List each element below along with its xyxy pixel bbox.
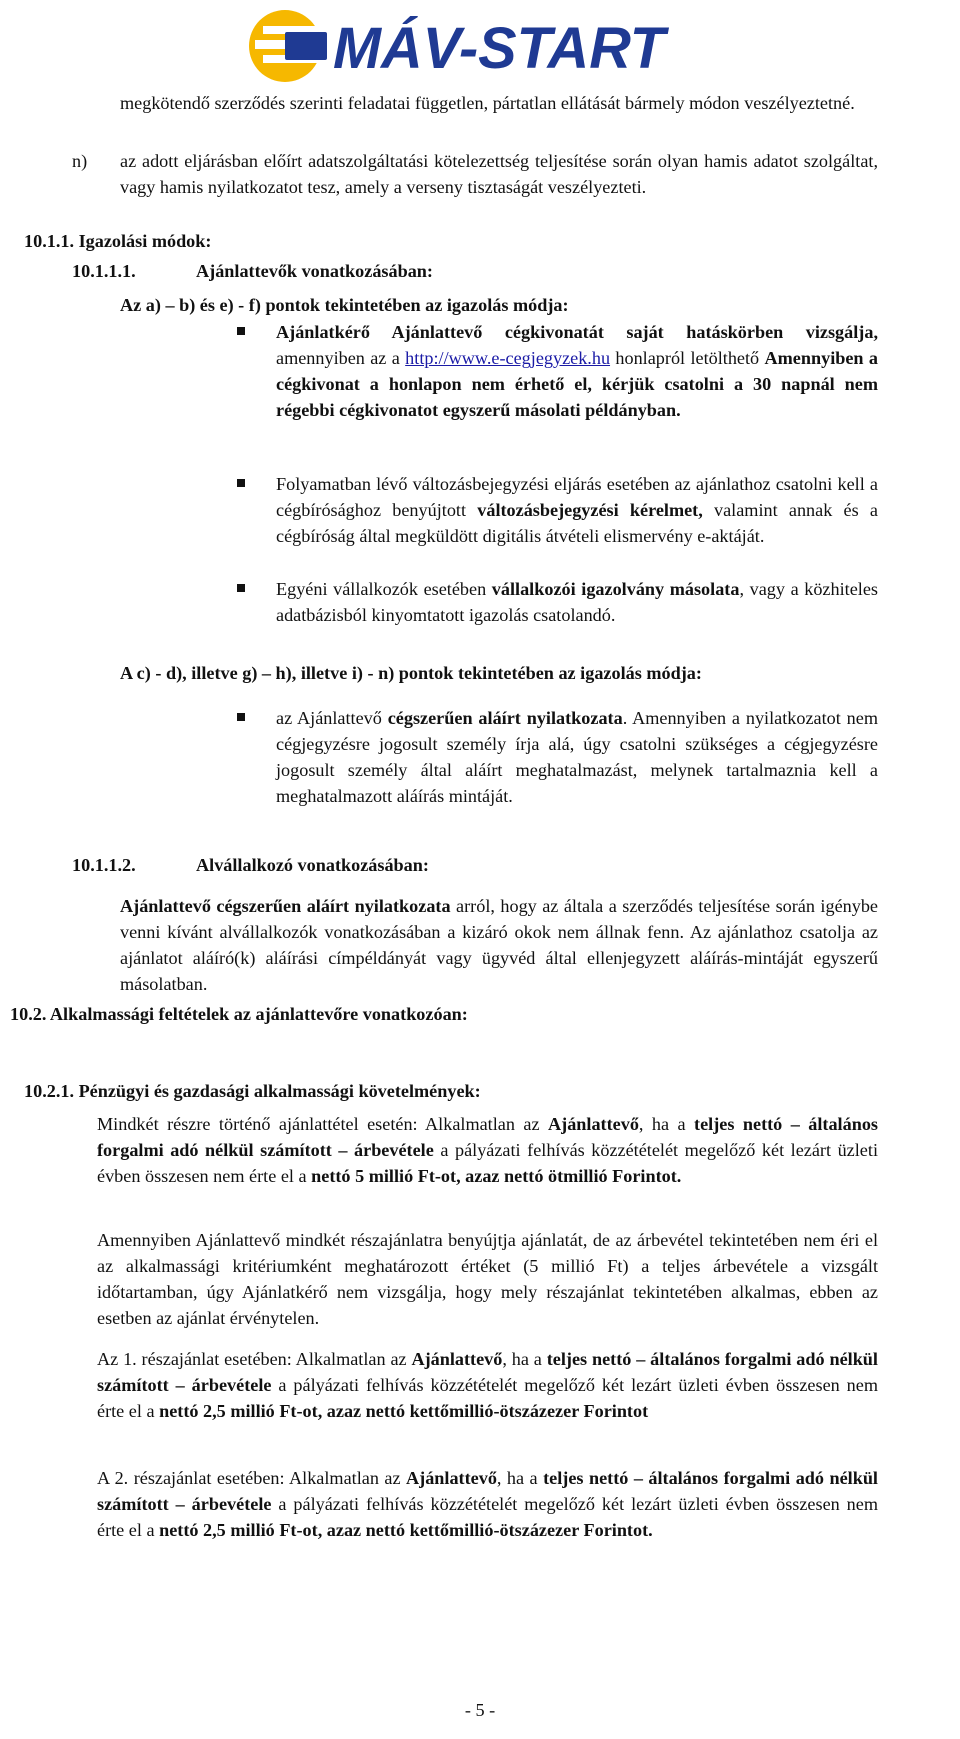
- section-10-2-heading: [10, 1001, 468, 1027]
- financial-paragraph-1: [97, 1111, 878, 1189]
- section-title: Igazolási módok:: [78, 231, 212, 251]
- p4-text-2: , ha a: [496, 1468, 544, 1488]
- financial-paragraph-4: [97, 1465, 878, 1543]
- p3-text-3: a pályázati felhívás közzétételét megelőző két lezárt üzleti évben összesen nem érte el a: [97, 1375, 878, 1421]
- bullet-item-4: [276, 705, 878, 809]
- bullet-item-2: [276, 471, 878, 549]
- p4-bold-3: nettó 2,5 millió Ft-ot, azaz nettó kettőmillió-ötszázezer Forintot.: [159, 1520, 653, 1540]
- p3-bold: Ajánlattevő: [411, 1349, 503, 1369]
- section-10-1-1-2-number: 10.1.1.2.: [72, 855, 136, 875]
- section-10-1-1-1-number: 10.1.1.1.: [72, 261, 136, 281]
- bullet1-bold-2: Amennyiben a cégkivonat a honlapon nem érhető el, kérjük csatolni a 30 napnál nem régebbi cégkivonatot egyszerű másolati példányban.: [276, 348, 878, 420]
- bullet3-bold: vállalkozói igazolvány másolata: [491, 579, 740, 599]
- bullet1-text-2: honlapról letölthető: [610, 348, 765, 368]
- bullet-item-3: [276, 576, 878, 628]
- bullet1-text: amennyiben az a: [276, 348, 406, 368]
- bullet2-bold: változásbejegyzési kérelmet,: [477, 500, 703, 520]
- section-10-1-1-1-title: Ajánlattevők vonatkozásában:: [196, 261, 433, 281]
- item-marker: n): [72, 151, 88, 171]
- section-10-1-1-heading: [24, 228, 211, 254]
- section-title: Pénzügyi és gazdasági alkalmassági követelmények:: [78, 1081, 481, 1101]
- p1-text-2: , ha a: [638, 1114, 695, 1134]
- p3-bold-3: nettó 2,5 millió Ft-ot, azaz nettó kettőmillió-ötszázezer Forintot: [159, 1401, 649, 1421]
- p4-text: A 2. részajánlat esetében: Alkalmatlan az: [97, 1468, 406, 1488]
- section-10-1-1-2-title: Alvállalkozó vonatkozásában:: [196, 855, 429, 875]
- p4-bold-2: teljes nettó – általános forgalmi adó nélkül számított – árbevétele: [97, 1468, 878, 1514]
- subcontractor-bold: Ajánlattevő cégszerűen aláírt nyilatkozata: [120, 896, 451, 916]
- logo-emblem-icon: [249, 10, 327, 82]
- logo-wordmark: MÁV-START: [333, 16, 670, 81]
- p3-bold-2: teljes nettó – általános forgalmi adó nélkül számított – árbevétele: [97, 1349, 878, 1395]
- cegjegyzek-link[interactable]: http://www.e-cegjegyzek.hu: [405, 348, 611, 368]
- bullet-icon: [237, 584, 245, 592]
- cdghin-heading: A c) - d), illetve g) – h), illetve i) - n) pontok tekintetében az igazolás módja:: [120, 663, 702, 683]
- bullet2-text: Folyamatban lévő változásbejegyzési eljárás esetében az ajánlathoz csatolni kell a cégbírósághoz benyújtott: [276, 474, 878, 520]
- paragraph-continuation: megkötendő szerződés szerinti feladatai független, pártatlan ellátását bármely módon veszélyeztetné.: [120, 93, 855, 113]
- bullet3-text: Egyéni vállalkozók esetében: [276, 579, 492, 599]
- section-number: 10.1.1.: [24, 231, 75, 251]
- bullet-icon: [237, 713, 245, 721]
- page-number: - 5 -: [464, 1700, 496, 1720]
- section-number: 10.2.1.: [24, 1081, 75, 1101]
- p1-text-3: a pályázati felhívás közzétételét megelőző két lezárt üzleti évben összesen nem érte el a: [97, 1140, 878, 1186]
- p3-text-2: , ha a: [502, 1349, 547, 1369]
- bullet-icon: [237, 479, 245, 487]
- p1-bold-3: nettó 5 millió Ft-ot, azaz nettó ötmillió Forintot.: [311, 1166, 682, 1186]
- bullet4-text: az Ajánlattevő: [276, 708, 388, 728]
- financial-paragraph-3: [97, 1346, 878, 1424]
- mav-start-logo: [245, 6, 675, 86]
- abef-heading: Az a) – b) és e) - f) pontok tekintetében az igazolás módja:: [120, 295, 569, 315]
- p3-text: Az 1. részajánlat esetében: Alkalmatlan az: [97, 1349, 412, 1369]
- bullet-icon: [237, 327, 245, 335]
- p4-text-3: a pályázati felhívás közzétételét megelőző két lezárt üzleti évben összesen nem érte el a: [97, 1494, 878, 1540]
- section-number: 10.2.: [10, 1004, 47, 1024]
- financial-paragraph-2: Amennyiben Ajánlattevő mindkét részajánlatra benyújtja ajánlatát, de az árbevétel tekintetében nem éri el az alkalmassági kritériumként meghatározott értéket (5 millió Ft) a teljes árbevétele a vizsgált időtartamban, úgy Ajánlatkérő nem vizsgálja, hogy mely részajánlat tekintetében alkalmas, ebben az esetben az ajánlat érvénytelen.: [97, 1230, 878, 1328]
- bullet2-text-2: valamint annak és a cégbíróság által megküldött digitális átvételi elismervény e-aktáját.: [276, 500, 878, 546]
- p1-text: Mindkét részre történő ajánlattétel esetén: Alkalmatlan az: [97, 1114, 548, 1134]
- item-n-text: az adott eljárásban előírt adatszolgáltatási kötelezettség teljesítése során olyan hamis adatot szolgáltat, vagy hamis nyilatkozatot tesz, amely a verseny tisztaságát veszélyezteti.: [120, 151, 878, 197]
- p4-bold: Ajánlattevő: [406, 1468, 497, 1488]
- subcontractor-paragraph: [120, 893, 878, 997]
- p1-bold-2: teljes nettó – általános forgalmi adó nélkül számított – árbevétele: [97, 1114, 878, 1160]
- subcontractor-text: arról, hogy az általa a szerződés teljesítése során igénybe venni kívánt alvállalkozók vonatkozásában a kizáró okok nem állnak fenn. Az ajánlathoz csatolja az ajánlatot aláíró(k) aláírási címpéldányát vagy ügyvéd által ellenjegyzett aláírás-mintáját egyszerű másolatban.: [120, 896, 879, 994]
- p1-bold: Ajánlattevő: [548, 1114, 639, 1134]
- section-10-2-1-heading: [24, 1078, 481, 1104]
- section-title: Alkalmassági feltételek az ajánlattevőre vonatkozóan:: [49, 1004, 468, 1024]
- bullet3-text-2: , vagy a közhiteles adatbázisból kinyomtatott igazolás csatolandó.: [276, 579, 878, 625]
- bullet1-bold: Ajánlatkérő Ajánlattevő cégkivonatát saját hatáskörben vizsgálja,: [276, 322, 878, 342]
- bullet4-text-2: . Amennyiben a nyilatkozatot nem cégjegyzésre jogosult személy írja alá, úgy csatolni szükséges a cégjegyzésre jogosult személy által aláírt meghatalmazást, melynek tartalmaznia kell a meghatalmazott aláírás mintáját.: [276, 708, 878, 806]
- bullet4-bold: cégszerűen aláírt nyilatkozata: [387, 708, 623, 728]
- bullet-item-1: [276, 319, 878, 423]
